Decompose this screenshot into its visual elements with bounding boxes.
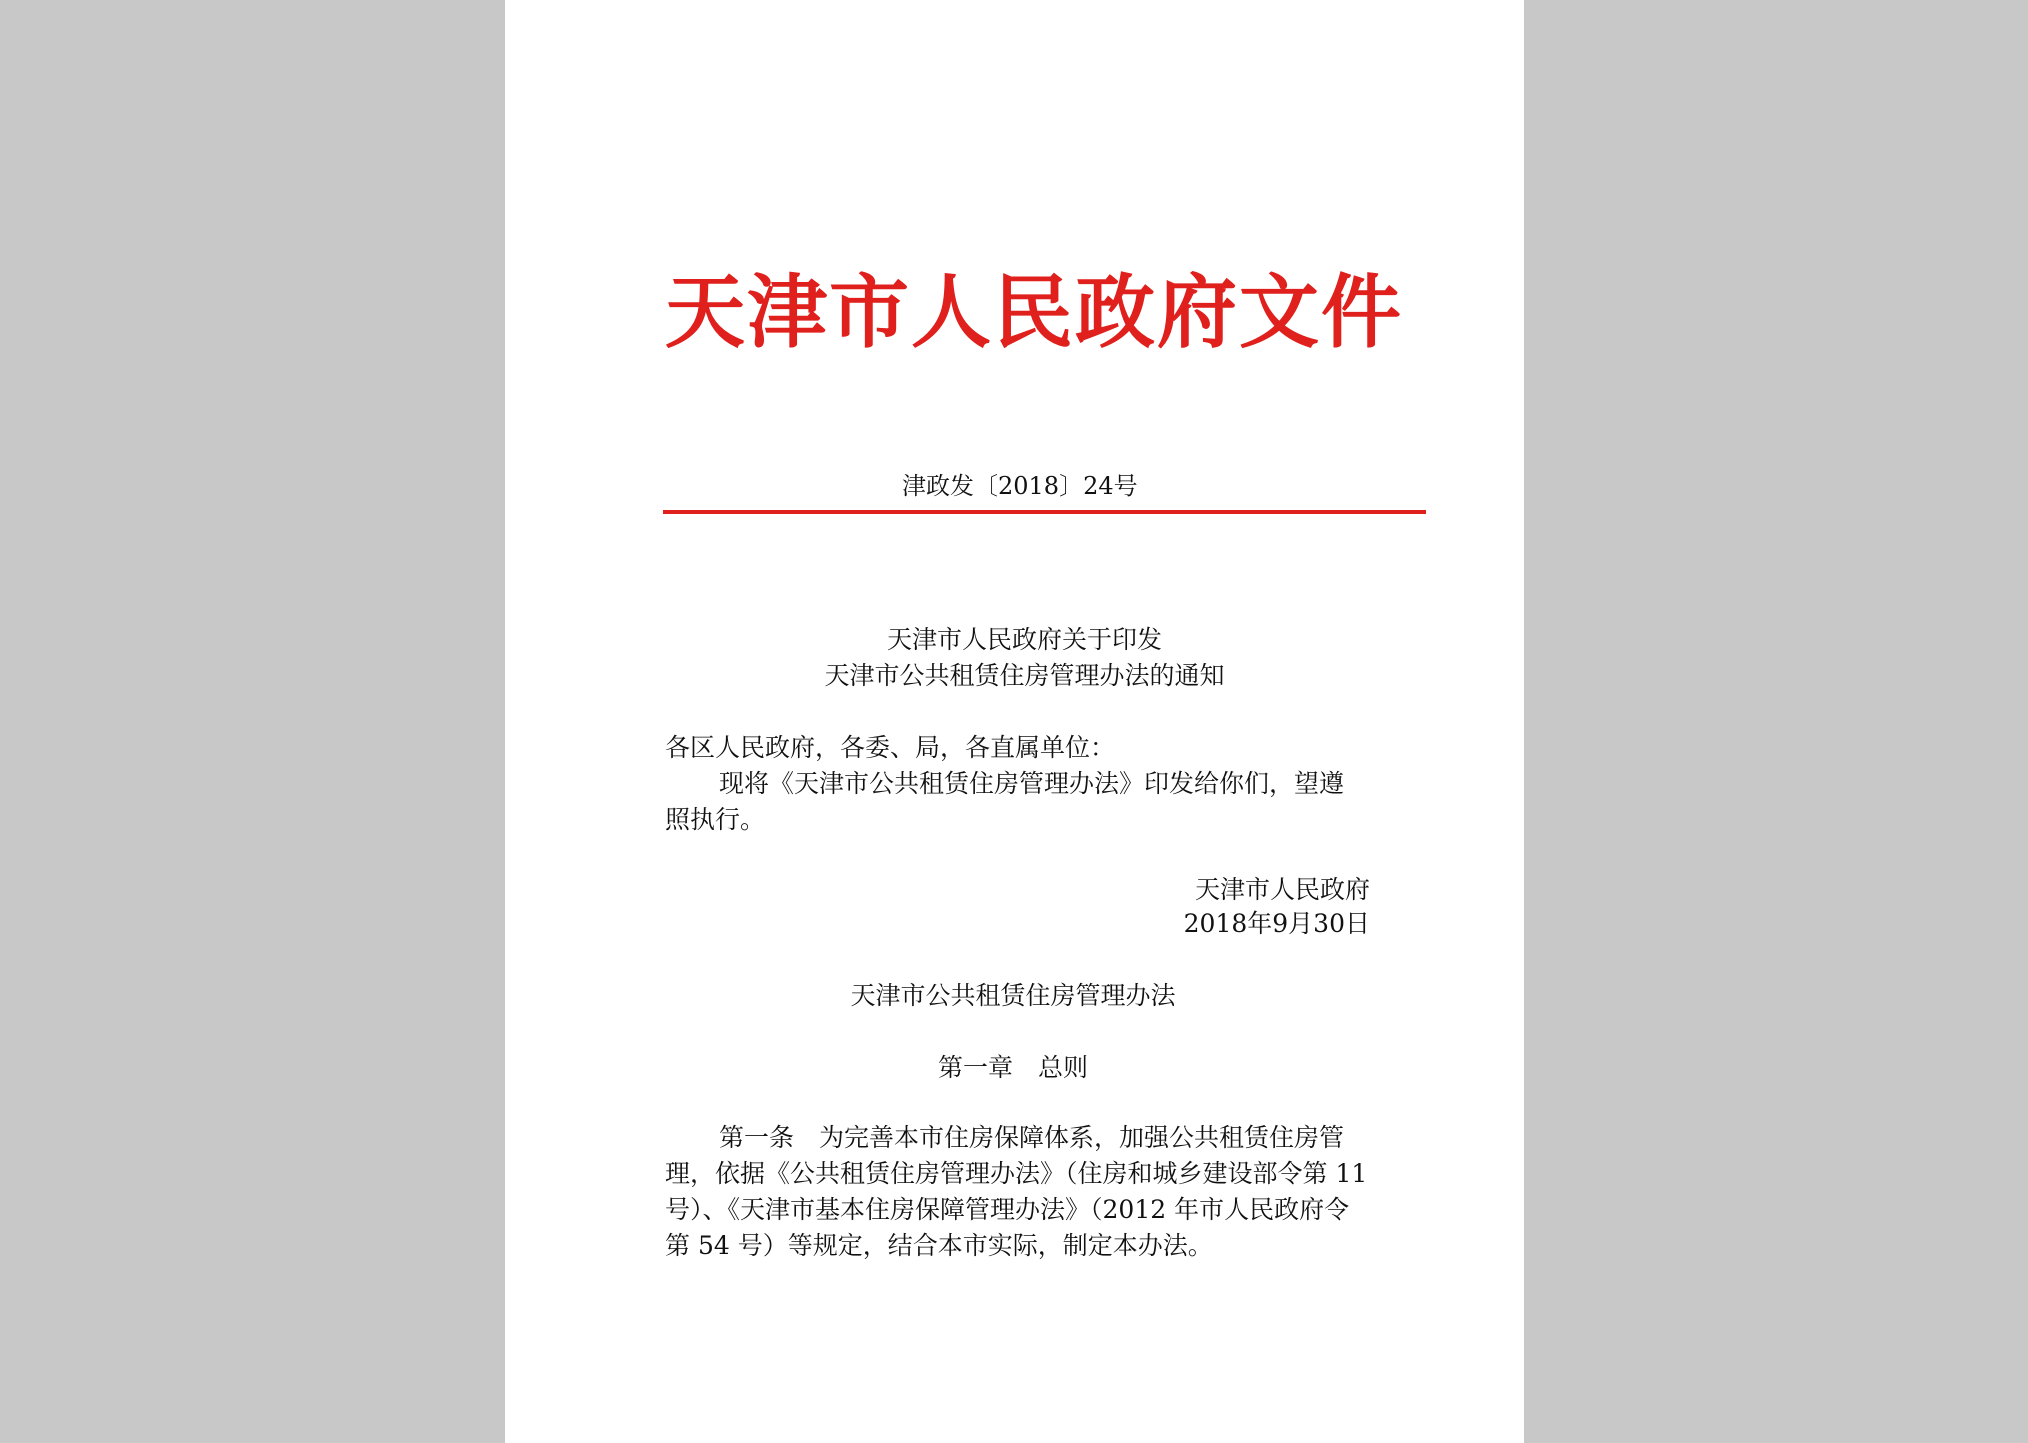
signature-organization: 天津市人民政府: [1194, 875, 1370, 904]
measures-title: 天津市公共租赁住房管理办法: [850, 981, 1176, 1010]
notice-title-line-1: 天津市人民政府关于印发: [886, 625, 1162, 654]
notice-body: 现将《天津市公共租赁住房管理办法》印发给你们，望遵照执行。: [665, 769, 1345, 834]
document-content: [505, 0, 1524, 1443]
addressee: 各区人民政府，各委、局，各直属单位：: [665, 733, 1116, 762]
signature-date: 2018年9月30日: [1183, 909, 1370, 938]
chapter-title: 第一章 总则: [937, 1053, 1088, 1082]
red-separator-line: [663, 510, 1426, 514]
document-page: [505, 0, 1524, 1443]
notice-title: [643, 622, 1406, 694]
article-1: 第一条 为完善本市住房保障体系，加强公共租赁住房管理，依据《公共租赁住房管理办法》（住房和城乡建设部令第 11 号）、《天津市基本住房保障管理办法》（2012 年市人民政府令第 54 号）等规定，结合本市实际，制定本办法。: [665, 1123, 1368, 1260]
document-header-title: 天津市人民政府文件: [665, 265, 1403, 359]
document-number: 津政发〔2018〕24号: [902, 472, 1138, 500]
notice-title-line-2: 天津市公共租赁住房管理办法的通知: [824, 661, 1225, 690]
